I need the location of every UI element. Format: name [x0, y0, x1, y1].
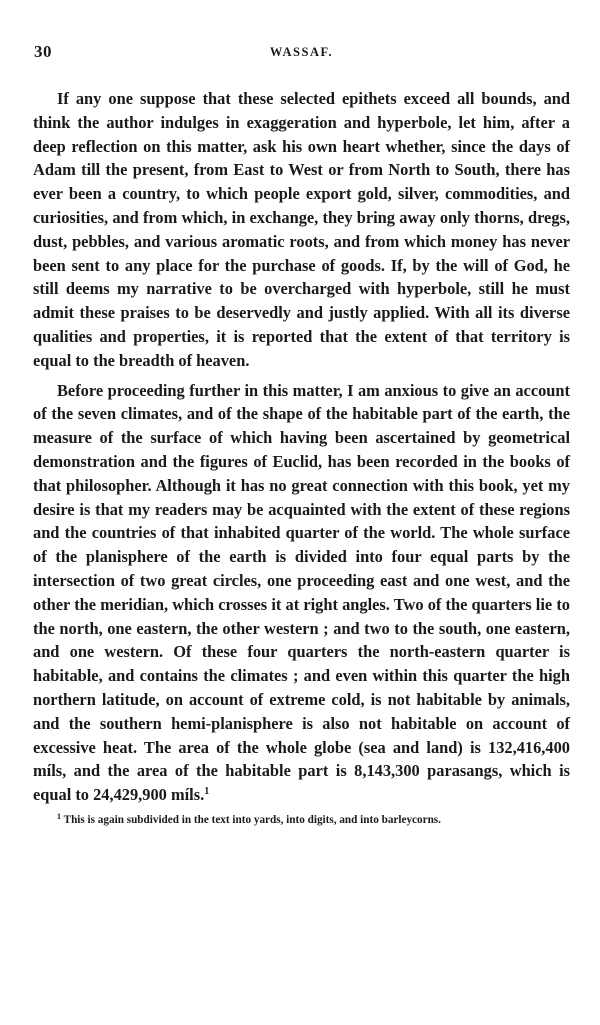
- paragraph-2: [33, 379, 570, 807]
- footnote-text: This is again subdivided in the text into yards, into digits, and into barleycorns.: [63, 813, 441, 826]
- footnote-marker: 1: [57, 811, 61, 821]
- footnote: [33, 813, 570, 827]
- main-text: [33, 87, 570, 807]
- footnote-reference: 1: [204, 786, 210, 798]
- paragraph-2-text: Before proceeding further in this matter, I am anxious to give an account of the seven climates, and of the shape of the habitable part of the earth, the measure of the surface of which having been ascertained by geometrical demonstration and the figures of Euclid, has been recorded in the books of that philosopher. Although it has no great connection with this book, yet my desire is that my readers may be acquainted with the extent of these regions and the countries of that inhabited quarter of the world. The whole surface of the planisphere of the earth is divided into four equal parts by the intersection of two great circles, one proceeding east and one west, and the other the meridian, which crosses it at right angles. Two of the quarters lie to the north, one eastern, the other western ; and two to the south, one eastern, and one western. Of these four quarters the north-eastern quarter is habitable, and contains the climates ; and even within this quarter the high northern latitude, on account of extreme cold, is not habitable by animals, and the southern hemi-planisphere is also not habitable on account of excessive heat. The area of the whole globe (sea and land) is 132,416,400 míls, and the area of the habitable part is 8,143,300 parasangs, which is equal to 24,429,900 míls.: [33, 380, 570, 805]
- page-header: [33, 38, 570, 64]
- page-number: 30: [34, 42, 52, 61]
- paragraph-1: If any one suppose that these selected epithets exceed all bounds, and think the author indulges in exaggeration and hyperbole, let him, after a deep reflection on this matter, ask his own heart whether, since the days of Adam till the present, from East to West or from North to South, there has ever been a country, to which people export gold, silver, commodities, and curiosities, and from which, in exchange, they bring away only thorns, dregs, dust, pebbles, and various aromatic roots, and from which money has never been sent to any place for the purchase of goods. If, by the will of God, he still deems my narrative to be overcharged with hyperbole, still he must admit these praises to be deservedly and justly applied. With all its diverse qualities and properties, it is reported that the extent of that territory is equal to the breadth of heaven.: [33, 89, 570, 370]
- running-title: WASSAF.: [269, 45, 334, 59]
